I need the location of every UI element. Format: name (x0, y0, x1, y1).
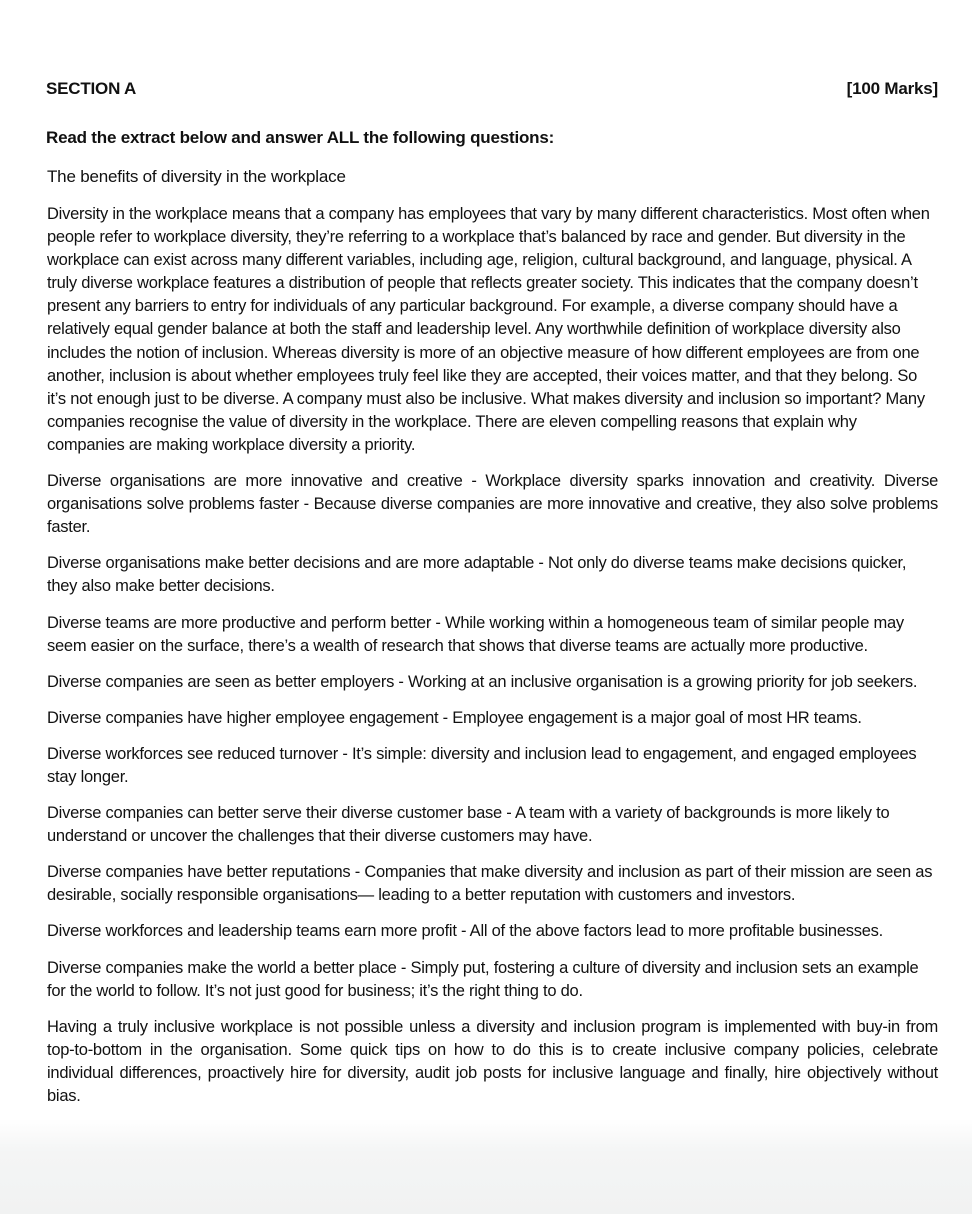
paragraph-conclusion: Having a truly inclusive workplace is not possible unless a diversity and inclusion program is implemented with buy-in from top-to-bottom in the organisation. Some quick tips on how to do this is to create inclusive company policies, celebrate individual differences, proactively hire for diversity, audit job posts for inclusive language and finally, hire objectively without bias. (47, 1017, 938, 1105)
paragraph-reputation: Diverse companies have better reputations - Companies that make diversity and inclusion as part of their mission are seen as desirable, socially responsible organisations— leading to a better reputation with customers and investors. (47, 863, 933, 905)
instruction-text: Read the extract below and answer ALL the following questions: (46, 128, 555, 147)
paragraph-customers: Diverse companies can better serve their diverse customer base - A team with a variety of backgrounds is more likely to understand or uncover the challenges that their diverse customers may have. (47, 804, 890, 846)
paragraph-turnover: Diverse workforces see reduced turnover - It’s simple: diversity and inclusion lead to engagement, and engaged employees stay longer. (47, 744, 917, 786)
paragraph-innovation: Diverse organisations are more innovative and creative - Workplace diversity sparks innovation and creativity. Diverse organisations solve problems faster - Because diverse companies are more innovative and creative, they also solve problems faster. (47, 472, 938, 537)
paragraph-better-world: Diverse companies make the world a better place - Simply put, fostering a culture of diversity and inclusion sets an example for the world to follow. It’s not just good for business; it’s the right thing to do. (47, 958, 919, 1000)
paragraph-productivity: Diverse teams are more productive and perform better - While working within a homogeneous team of similar people may seem easier on the surface, there’s a wealth of research that shows that diverse teams are actually more productive. (47, 613, 904, 655)
page-bottom-shadow (0, 1119, 972, 1214)
paragraph-decisions: Diverse organisations make better decisions and are more adaptable - Not only do diverse teams make decisions quicker, they also make better decisions. (47, 554, 907, 596)
marks-label: [100 Marks] (846, 79, 938, 98)
section-header (46, 79, 938, 99)
paragraph-intro: Diversity in the workplace means that a company has employees that vary by many different characteristics. Most often when people refer to workplace diversity, they’re referring to a workplace that’s balanced by race and gender. But diversity in the workplace can exist across many different variables, including age, religion, cultural background, and language, physical. A truly diverse workplace features a distribution of people that reflects greater society. This indicates that the company doesn’t present any barriers to entry for individuals of any particular background. For example, a diverse company should have a relatively equal gender balance at both the staff and leadership level. Any worthwhile definition of workplace diversity also includes the notion of inclusion. Whereas diversity is more of an objective measure of how different employees are from one another, inclusion is about whether employees truly feel like they are accepted, their voices matter, and that they belong. So it’s not enough just to be diverse. A company must also be inclusive. What makes diversity and inclusion so important? Many companies recognise the value of diversity in the workplace. There are eleven compelling reasons that explain why companies are making workplace diversity a priority. (47, 205, 930, 454)
section-title: SECTION A (46, 79, 137, 98)
paragraph-employers: Diverse companies are seen as better employers - Working at an inclusive organisation is a growing priority for job seekers. (47, 672, 918, 691)
paragraph-engagement: Diverse companies have higher employee engagement - Employee engagement is a major goal of most HR teams. (47, 708, 862, 727)
extract-title: The benefits of diversity in the workplace (47, 167, 346, 186)
extract-body (47, 203, 938, 1121)
paragraph-profit: Diverse workforces and leadership teams earn more profit - All of the above factors lead to more profitable businesses. (47, 922, 884, 941)
